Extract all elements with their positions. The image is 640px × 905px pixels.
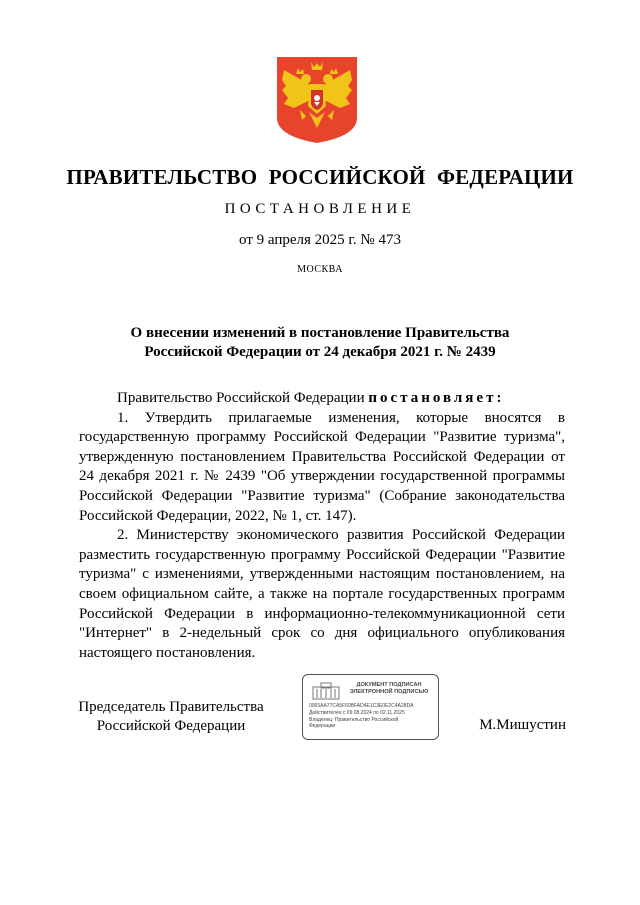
coat-of-arms-icon [276, 56, 358, 144]
document-body [79, 389, 565, 663]
government-building-icon [311, 681, 341, 701]
document-date-number: от 9 апреля 2025 г. № 473 [239, 232, 401, 248]
document-type: ПОСТАНОВЛЕНИЕ [224, 201, 416, 217]
certificate-serial: 0065AA77CA5F60BFAD4E1C3E0E2C4A28DA [309, 703, 414, 709]
subject-line-1: О внесении изменений в постановление Правительства [130, 325, 510, 341]
paragraph-2: 2. Министерству экономического развития Российской Федерации разместить государственную программу Российской Федерации "Развитие туризма" с изменениями, утвержденными настоящим постановлением, на своем официальном сайте, а также на портале государственных программ Российской Федерации в информационно-телекоммуникационной сети "Интернет" в 2-недельный срок со дня официального опубликования настоящего постановления. [79, 527, 565, 661]
certificate-owner-line-1: Владелец: Правительство Российской [309, 717, 399, 723]
government-title: ПРАВИТЕЛЬСТВО РОССИЙСКОЙ ФЕДЕРАЦИИ [66, 165, 574, 189]
intro-text: Правительство Российской Федерации [117, 390, 365, 406]
document-subject [100, 324, 540, 362]
signatory-name: М.Мишустин [479, 717, 566, 733]
electronic-signature-stamp [302, 674, 439, 740]
document-city: МОСКВА [297, 264, 343, 275]
stamp-title-line-1: ДОКУМЕНТ ПОДПИСАН [356, 682, 422, 688]
paragraph-1: 1. Утвердить прилагаемые изменения, которые вносятся в государственную программу Российской Федерации "Развитие туризма", утвержденную постановлением Правительства Российской Федерации от 24 декабря 2021 г. № 2439 "Об утверждении государственной программы Российской Федерации "Развитие туризма" (Собрание законодательства Российской Федерации, 2022, № 1, ст. 147). [79, 409, 565, 524]
stamp-title-line-2: ЭЛЕКТРОННОЙ ПОДПИСЬЮ [349, 689, 429, 695]
subject-line-2: Российской Федерации от 24 декабря 2021 г. № 2439 [144, 344, 496, 360]
intro-paragraph [79, 389, 565, 409]
certificate-validity: Действителен с 09.08.2024 по 02.11.2025 [309, 710, 405, 716]
certificate-owner-line-2: Федерации [309, 723, 336, 729]
position-line-2: Российской Федерации [96, 718, 246, 734]
stamp-title [343, 682, 435, 696]
signatory-position [76, 698, 266, 736]
decree-word: постановляет: [368, 390, 505, 406]
position-line-1: Председатель Правительства [78, 699, 264, 715]
